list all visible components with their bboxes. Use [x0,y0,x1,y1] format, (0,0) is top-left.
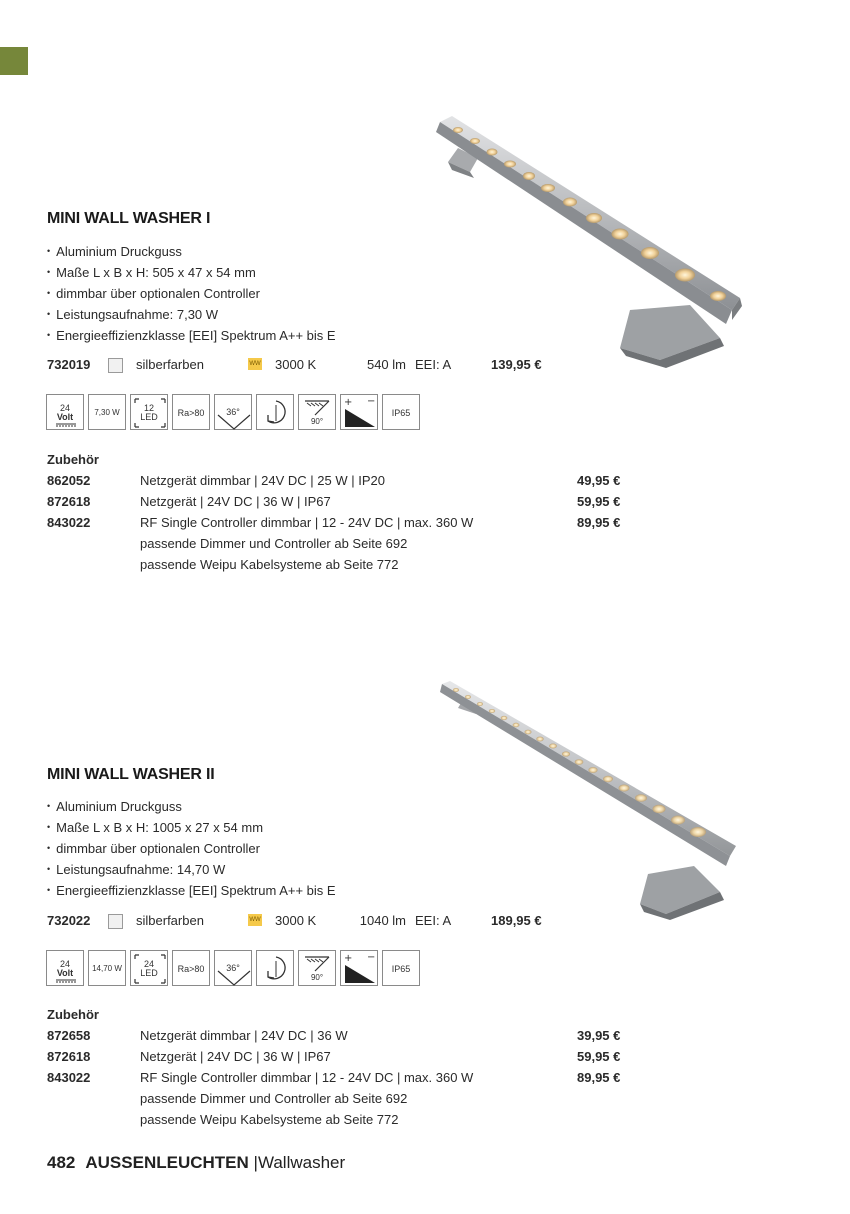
color-temperature: 3000 K [275,913,317,928]
luminous-flux: 1040 lm [359,913,406,928]
feature-item: • Maße L x B x H: 1005 x 27 x 54 mm [47,817,336,838]
accessory-description: Netzgerät dimmbar | 24V DC | 36 W [140,1028,348,1043]
voltage-icon: 24 Volt [46,394,84,430]
accessory-row [47,515,647,536]
feature-item: • Energieeffizienzklasse [EEI] Spektrum A++ bis E [47,880,336,901]
accessory-sku: 872658 [47,1028,91,1043]
page-reference-note: passende Weipu Kabelsysteme ab Seite 772 [140,1112,399,1127]
led-count-icon: 12 LED [130,394,168,430]
color-swatch [108,914,123,929]
accessory-description: RF Single Controller dimmbar | 12 - 24V DC | max. 360 W [140,1070,474,1085]
svg-text:−: − [367,396,376,407]
ip-rating-icon: IP65 [382,950,420,986]
accessory-price: 39,95 € [577,1028,621,1043]
page-reference-note: passende Dimmer und Controller ab Seite 692 [140,1091,408,1106]
beam-angle-icon: 36° [214,950,252,986]
accessory-price: 59,95 € [577,494,621,509]
accessory-row [47,1070,647,1091]
accessory-sku: 843022 [47,1070,91,1085]
color-swatch [108,358,123,373]
variant-row [47,913,647,931]
page-number: 482 [47,1153,76,1172]
page-reference-note: passende Weipu Kabelsysteme ab Seite 772 [140,557,399,572]
color-temperature: 3000 K [275,357,317,372]
voltage-icon: 24 Volt [46,950,84,986]
svg-text:−: − [367,952,376,963]
page-footer [47,1153,345,1173]
feature-list [47,241,336,346]
led-row [453,127,726,301]
feature-item: • dimmbar über optionalen Controller [47,283,336,304]
color-name: silberfarben [136,357,204,372]
beam-angle-icon: 36° [214,394,252,430]
feature-item: • dimmbar über optionalen Controller [47,838,336,859]
price: 139,95 € [491,357,542,372]
accessories-block [47,1007,647,1133]
article-number: 732022 [47,913,91,928]
luminous-flux: 540 lm [366,357,406,372]
accessory-price: 89,95 € [577,1070,621,1085]
product-photo-wallwasher-2 [436,678,746,928]
accessory-description: Netzgerät | 24V DC | 36 W | IP67 [140,1049,331,1064]
svg-text:+: + [344,953,353,964]
price: 189,95 € [491,913,542,928]
power-icon: 7,30 W [88,394,126,430]
accessory-sku: 872618 [47,494,91,509]
feature-item: • Maße L x B x H: 505 x 47 x 54 mm [47,262,336,283]
color-rendering-icon: Ra>80 [172,394,210,430]
feature-item: • Leistungsaufnahme: 7,30 W [47,304,336,325]
rotatable-icon [256,950,294,986]
product-title: MINI WALL WASHER I [47,210,211,227]
accessory-description: Netzgerät dimmbar | 24V DC | 25 W | IP20 [140,473,385,488]
accessory-sku: 862052 [47,473,91,488]
dimmable-icon [340,394,378,430]
accessories-block [47,452,647,578]
subsection-name: Wallwasher [257,1153,346,1172]
accessory-price: 59,95 € [577,1049,621,1064]
product-photo-wallwasher-1 [430,110,750,370]
dimmable-icon [340,950,378,986]
feature-item: • Aluminium Druckguss [47,796,336,817]
warm-white-badge: WW [248,914,262,926]
feature-item: • Energieeffizienzklasse [EEI] Spektrum A++ bis E [47,325,336,346]
accessories-heading: Zubehör [47,452,99,467]
feature-item: • Leistungsaufnahme: 14,70 W [47,859,336,880]
article-number: 732019 [47,357,91,372]
feature-item: • Aluminium Druckguss [47,241,336,262]
chapter-tab-marker [0,47,28,75]
section-name: AUSSENLEUCHTEN [85,1153,249,1172]
accessory-row [47,1049,647,1070]
footer-separator: | [253,1153,258,1172]
accessory-row [47,473,647,494]
variant-row [47,357,647,375]
rotatable-icon [256,394,294,430]
led-count-icon: 24 LED [130,950,168,986]
accessory-price: 49,95 € [577,473,621,488]
color-name: silberfarben [136,913,204,928]
svg-text:+: + [344,397,353,408]
warm-white-badge: WW [248,358,262,370]
ip-rating-icon: IP65 [382,394,420,430]
power-icon: 14,70 W [88,950,126,986]
energy-class: EEI: A [415,357,452,372]
accessory-row [47,494,647,515]
tilt-angle-icon: 90° [298,394,336,430]
accessory-price: 89,95 € [577,515,621,530]
accessory-description: Netzgerät | 24V DC | 36 W | IP67 [140,494,331,509]
color-rendering-icon: Ra>80 [172,950,210,986]
accessory-sku: 872618 [47,1049,91,1064]
tilt-angle-icon: 90° [298,950,336,986]
accessory-description: RF Single Controller dimmbar | 12 - 24V DC | max. 360 W [140,515,474,530]
accessory-row [47,1028,647,1049]
feature-list [47,796,336,901]
accessory-sku: 843022 [47,515,91,530]
energy-class: EEI: A [415,913,452,928]
page-reference-note: passende Dimmer und Controller ab Seite 692 [140,536,408,551]
accessories-heading: Zubehör [47,1007,99,1022]
product-title: MINI WALL WASHER II [47,766,215,783]
